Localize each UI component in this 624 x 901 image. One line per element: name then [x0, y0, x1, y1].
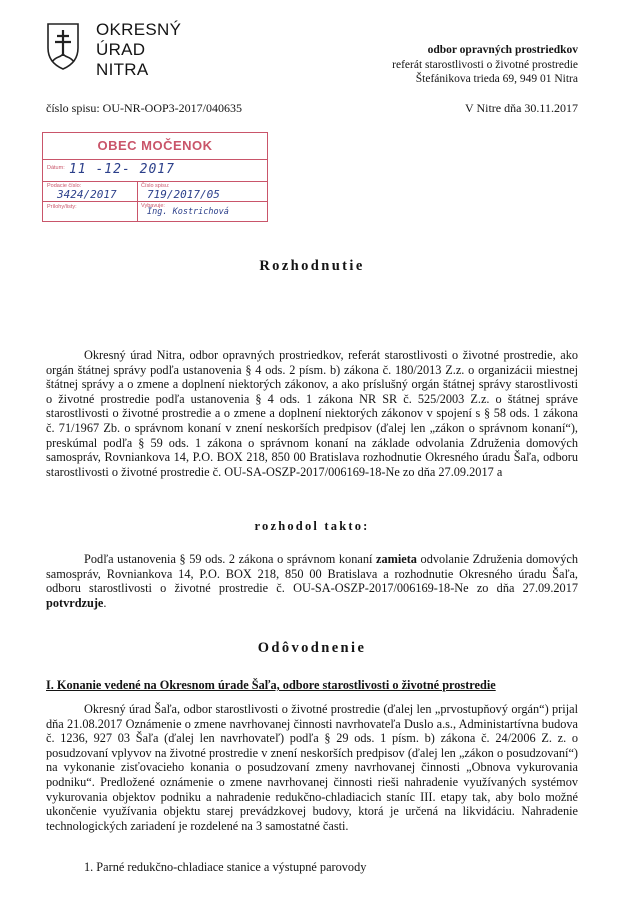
department-block [392, 43, 578, 87]
stamp-reg-value: 3424/2017 [57, 188, 117, 201]
decision-title: Rozhodnutie [259, 258, 365, 274]
office-name-line: ÚRAD [96, 40, 146, 59]
office-address: Štefánikova trieda 69, 949 01 Nitra [415, 73, 578, 85]
reference-row [46, 101, 578, 116]
ruling-heading: rozhodol takto: [254, 519, 370, 533]
stamp-date-label: Dátum: [47, 165, 65, 171]
office-name-line: OKRESNÝ [96, 20, 182, 39]
list-item: 1. Parné redukčno-chladiace stanice a výstupné parovody [84, 860, 367, 874]
ruling-keyword-dismiss: zamieta [375, 552, 417, 566]
ruling-paragraph [46, 552, 578, 610]
ruling-keyword-confirm: potvrdzuje [46, 595, 104, 610]
reasoning-heading: Odôvodnenie [257, 640, 367, 656]
office-name [96, 20, 181, 80]
stamp-reg-label: Podacie číslo: [47, 183, 82, 189]
stamp-file-label: Číslo spisu: [141, 183, 170, 189]
stamp-divider [43, 159, 267, 160]
stamp-file-value: 719/2017/05 [147, 188, 220, 201]
registry-stamp [42, 132, 268, 222]
ruling-text: . [103, 595, 107, 610]
ruling-text: Podľa ustanovenia § 59 ods. 2 zákona o správnom konaní [84, 552, 376, 566]
office-name-line: NITRA [96, 60, 149, 79]
intro-paragraph: Okresný úrad Nitra, odbor opravných prostriedkov, referát starostlivosti o životné prostredie, ako orgán štátnej správy podľa ustanovenia § 4 ods. 2 písm. b) zákona č. 180/2013 Z.z. o organizácii miestnej štátnej správy a o zmene a doplnení niektorých zákonov, a ako príslušný orgán štátnej správy starostlivosti o životné prostredie podľa ustanovenia § 4 ods. 1 zákona NR SR č. 525/2003 Z.z. o štátnej správe starostlivosti o životné prostredie a o zmene a doplnení niektorých zákonov v spojení s § 58 ods. 1 zákona č. 71/1967 Zb. o správnom konaní v znení neskorších predpisov (ďalej len „zákon o správnom konaní“), preskúmal podľa § 59 ods. 1 zákona o správnom konaní na základe odvolania Združenia domových samospráv, Rovniankova 14, P.O. BOX 218, 850 00 Bratislava rozhodnutie Okresného úradu Šaľa, odboru starostlivosti o životné prostredie č. OU-SA-OSZP-2017/006169-18-Ne zo dňa 27.09.2017 a [46, 348, 578, 479]
unit-name: referát starostlivosti o životné prostredie [392, 58, 578, 71]
stamp-title: OBEC MOČENOK [97, 138, 213, 153]
department-name: odbor opravných prostriedkov [427, 44, 578, 56]
place-date: V Nitre dňa 30.11.2017 [465, 101, 578, 115]
ruling-text: odvolanie Združenia domových samospráv, Rovniankova 14, P.O. BOX 218, 850 00 Bratislava a rozhodnutie Okresného úradu Šaľa, odboru starostlivosti o životné prostredie č. OU-SA-OSZP-2017/006169-18-Ne zo dňa 27.09.2017 [46, 552, 578, 596]
file-number: číslo spisu: OU-NR-OOP3-2017/040635 [46, 101, 243, 115]
section-1-paragraph: Okresný úrad Šaľa, odbor starostlivosti o životné prostredie (ďalej len „prvostupňový orgán“) prijal dňa 21.08.2017 Oznámenie o zmene navrhovanej činnosti navrhovateľa Duslo a.s., Administartívna budova č. 1236, 927 03 Šaľa (ďalej len navrhovateľ) podľa § 29 ods. 1 písm. b) zákona č. 24/2006 Z. z. o posudzovaní vplyvov na životné prostredie v znení neskorších predpisov (ďalej len „zákon o posudzovaní“) na vykonanie zisťovacieho konania o posudzovaní zmeny navrhovanej činnosti „Obnova vykurovania podniku“. Predložené oznámenie o zmene navrhovanej činnosti rieši nahradenie využívaných systémov vykurovania objektov podniku a nahradenie redukčno-chladiacich staníc III. etapy tak, aby bolo možné ukončenie využívania objektu starej prevádzkovej budovy, ktorá je určená na likvidáciu. Nahradenie technologických zariadení je rozdelené na 3 samostatné časti. [46, 702, 578, 833]
stamp-handler-label: Vybavuje: [141, 203, 165, 209]
stamp-attachments-label: Prílohy/listy: [47, 204, 77, 210]
coat-of-arms-icon [46, 22, 80, 70]
stamp-handler-value: Ing. Kostrichová [147, 207, 229, 217]
stamp-date-value: 11 -12- 2017 [69, 162, 175, 177]
stamp-divider [43, 201, 267, 202]
section-1-title: I. Konanie vedené na Okresnom úrade Šaľa, odbore starostlivosti o životné prostredie [46, 678, 496, 692]
stamp-divider [137, 181, 138, 221]
stamp-divider [43, 181, 267, 182]
